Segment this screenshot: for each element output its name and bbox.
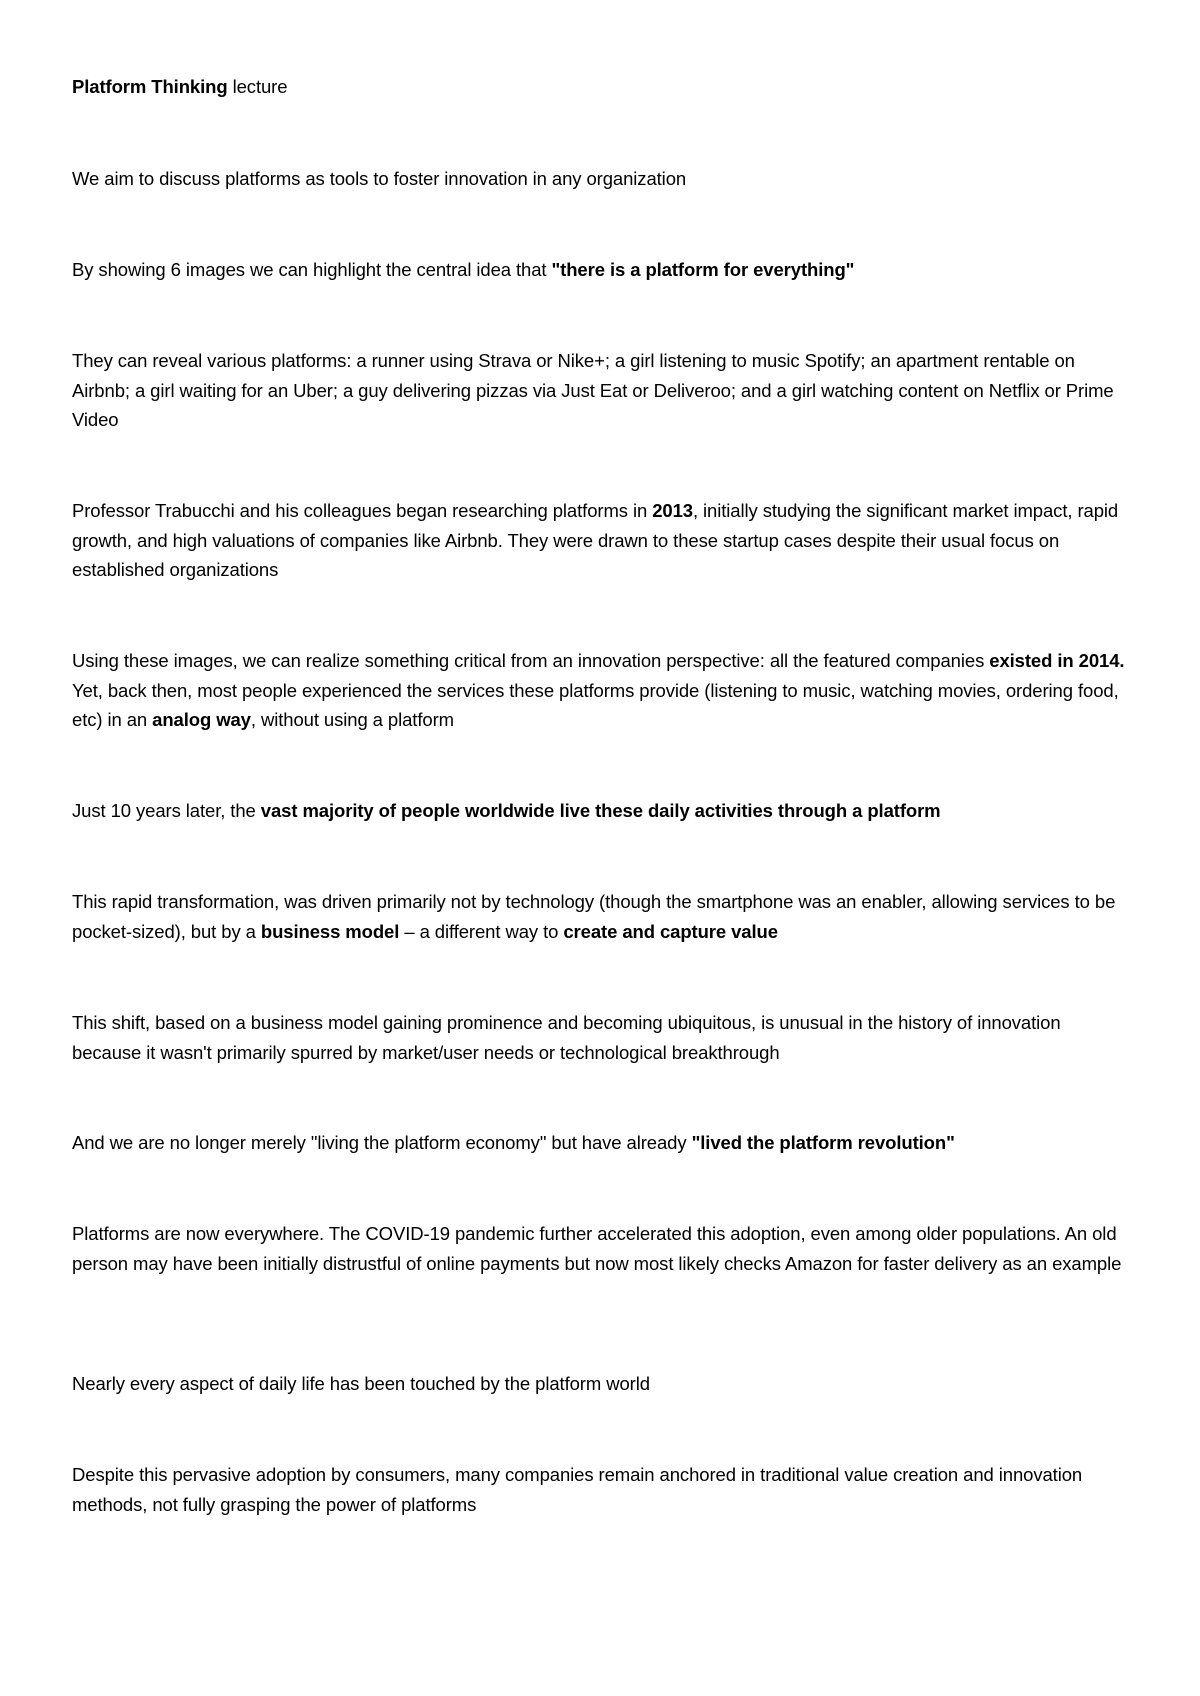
text-run: We aim to discuss platforms as tools to foster innovation in any organization xyxy=(72,168,687,189)
paragraph xyxy=(72,346,1132,435)
text-run: Platforms are now everywhere. The COVID-19 pandemic further accelerated this adoption, even among older populations. An old person may have been initially distrustful of online payments but now most likely checks Amazon for faster delivery as an example xyxy=(72,1223,1122,1274)
title-bold: Platform Thinking xyxy=(72,76,228,97)
paragraph xyxy=(72,1128,1132,1158)
paragraph xyxy=(72,887,1132,946)
bold-text: "lived the platform revolution" xyxy=(691,1132,955,1153)
text-run: Nearly every aspect of daily life has been touched by the platform world xyxy=(72,1373,650,1394)
paragraph xyxy=(72,646,1132,735)
bold-text: vast majority of people worldwide live these daily activities through a platform xyxy=(260,800,941,821)
text-run: , initially studying the significant market impact, rapid growth, and high valuations of companies like Airbnb. They were drawn to these startup cases despite their usual focus on established organizations xyxy=(72,500,1119,580)
bold-text: business model xyxy=(260,920,400,942)
paragraph xyxy=(72,255,1132,285)
bold-text: 2013 xyxy=(652,500,693,521)
text-run: Using these images, we can realize something critical from an innovation perspective: all the featured companies xyxy=(72,650,990,671)
text-run: By showing 6 images we can highlight the central idea that xyxy=(72,259,552,280)
text-run: And we are no longer merely "living the platform economy" but have already xyxy=(72,1132,692,1153)
text-run: , without using a platform xyxy=(250,709,454,730)
text-run: Professor Trabucchi and his colleagues began researching platforms in xyxy=(72,500,653,521)
paragraph xyxy=(72,1219,1132,1278)
paragraph xyxy=(72,164,1132,194)
paragraph xyxy=(72,1369,1132,1399)
text-run: Just 10 years later, the xyxy=(72,800,261,821)
bold-text: existed in 2014. xyxy=(989,650,1125,671)
paragraph xyxy=(72,1008,1132,1067)
bold-text: "there is a platform for everything" xyxy=(551,259,855,280)
bold-text: analog way xyxy=(152,709,251,730)
bold-text: create and capture value xyxy=(563,920,778,942)
text-run: Despite this pervasive adoption by consumers, many companies remain anchored in traditional value creation and innovation methods, not fully grasping the power of platforms xyxy=(72,1464,1083,1515)
text-run: – a different way to xyxy=(399,920,564,942)
text-run: This rapid transformation, was driven primarily not by technology (though the smartphone was an enabler, allowing services to be pocket-sized), but by a xyxy=(72,891,1116,942)
text-run: They can reveal various platforms: a runner using Strava or Nike+; a girl listening to music Spotify; an apartment rentable on Airbnb; a girl waiting for an Uber; a guy delivering pizzas via Just Eat or Deliveroo; and a girl watching content on Netflix or Prime Video xyxy=(72,350,1114,430)
text-run: This shift, based on a business model gaining prominence and becoming ubiquitous, is unusual in the history of innovation because it wasn't primarily spurred by market/user needs or technological breakthrough xyxy=(72,1012,1061,1063)
title-rest: lecture xyxy=(227,76,288,97)
paragraph xyxy=(72,1460,1132,1519)
document-title xyxy=(72,72,1132,102)
paragraph xyxy=(72,496,1132,585)
paragraph xyxy=(72,796,1132,826)
text-run: Yet, back then, most people experienced the services these platforms provide (listening to music, watching movies, ordering food, etc) in an xyxy=(72,679,1119,730)
